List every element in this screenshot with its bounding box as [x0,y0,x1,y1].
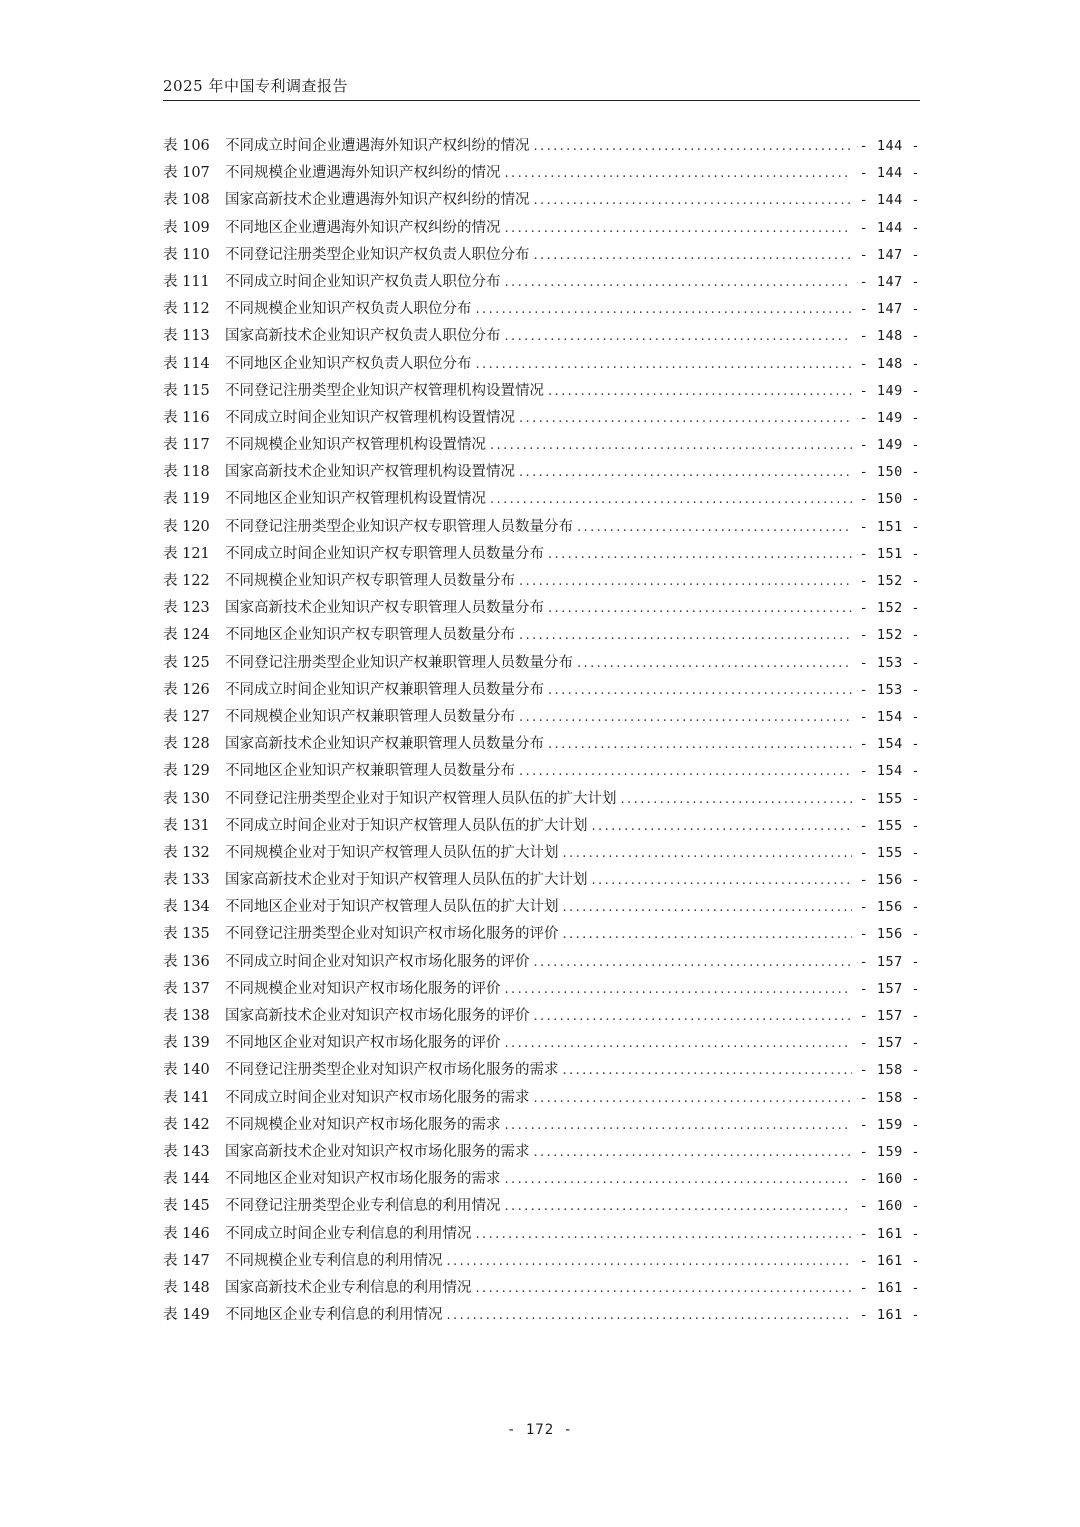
toc-entry-title: 国家高新技术企业知识产权兼职管理人员数量分布 [225,736,544,753]
toc-entry-label: 表 149 [163,1307,210,1324]
toc-entry-page: - 161 - [859,1307,920,1324]
toc-entry-label: 表 108 [163,192,210,209]
toc-entry-page: - 149 - [859,382,920,399]
toc-dot-leader [519,568,852,595]
toc-entry-page: - 154 - [859,708,920,725]
toc-dot-leader [577,514,852,541]
toc-entry[interactable] [163,1248,920,1275]
toc-entry-page: - 161 - [859,1252,920,1269]
toc-entry-title: 不同规模企业知识产权兼职管理人员数量分布 [225,708,515,725]
toc-entry-label: 表 131 [163,817,210,834]
toc-dot-leader [505,1112,852,1139]
toc-entry[interactable] [163,1166,920,1193]
toc-entry[interactable] [163,1139,920,1166]
toc-entry-title: 不同登记注册类型企业专利信息的利用情况 [225,1198,501,1215]
toc-entry[interactable] [163,296,920,323]
toc-dot-leader [534,1085,852,1112]
toc-entry-label: 表 118 [163,464,210,481]
toc-entry-title: 不同地区企业对知识产权市场化服务的需求 [225,1171,501,1188]
toc-entry-label: 表 146 [163,1225,210,1242]
toc-entry-title: 不同地区企业遭遇海外知识产权纠纷的情况 [225,219,501,236]
toc-entry-page: - 144 - [859,138,920,154]
toc-entry[interactable] [163,976,920,1003]
toc-dot-leader [534,187,852,214]
toc-dot-leader [519,459,852,486]
toc-entry[interactable] [163,514,920,541]
toc-entry[interactable] [163,677,920,704]
toc-entry-label: 表 144 [163,1171,210,1188]
toc-dot-leader [592,867,852,894]
toc-entry[interactable] [163,133,920,160]
toc-entry[interactable] [163,323,920,350]
toc-entry-title: 不同地区企业知识产权专职管理人员数量分布 [225,627,515,644]
toc-entry-label: 表 138 [163,1008,210,1024]
toc-entry-page: - 148 - [859,355,920,372]
page-header [163,76,920,101]
toc-entry[interactable] [163,622,920,649]
toc-dot-leader [534,1003,852,1030]
toc-entry-title: 国家高新技术企业对知识产权市场化服务的评价 [225,1008,530,1024]
toc-entry-label: 表 124 [163,627,210,644]
toc-entry-page: - 147 - [859,246,920,263]
toc-dot-leader [490,432,852,459]
toc-entry-page: - 161 - [859,1225,920,1242]
page-number: - 172 - [506,1422,573,1438]
toc-entry-label: 表 107 [163,165,210,182]
toc-entry-page: - 155 - [859,817,920,834]
toc-entry-page: - 152 - [859,627,920,644]
toc-entry-label: 表 129 [163,763,210,780]
toc-entry-title: 不同登记注册类型企业对知识产权市场化服务的需求 [225,1062,559,1079]
toc-entry-label: 表 114 [163,355,210,372]
toc-entry-label: 表 121 [163,545,210,562]
toc-entry-title: 不同规模企业知识产权管理机构设置情况 [225,437,486,454]
toc-dot-leader [505,976,852,1003]
toc-entry-title: 不同登记注册类型企业知识产权专职管理人员数量分布 [225,518,573,535]
toc-dot-leader [519,758,852,785]
toc-entry-title: 不同地区企业知识产权管理机构设置情况 [225,491,486,508]
toc-dot-leader [505,1166,852,1193]
toc-entry-page: - 153 - [859,654,920,671]
toc-entry-label: 表 140 [163,1062,210,1079]
toc-entry[interactable] [163,921,920,948]
toc-entry-page: - 150 - [859,464,920,481]
toc-entry-title: 不同规模企业对于知识产权管理人员队伍的扩大计划 [225,844,559,861]
toc-entry-title: 不同成立时间企业知识产权兼职管理人员数量分布 [225,681,544,698]
toc-entry-label: 表 112 [163,301,210,318]
toc-entry[interactable] [163,1057,920,1084]
toc-entry-title: 不同登记注册类型企业知识产权负责人职位分布 [225,246,530,263]
toc-entry-page: - 161 - [859,1279,920,1296]
toc-entry-page: - 144 - [859,219,920,236]
toc-dot-leader [505,215,852,242]
toc-entry-label: 表 128 [163,736,210,753]
toc-entry-title: 不同规模企业知识产权专职管理人员数量分布 [225,573,515,589]
toc-entry-page: - 144 - [859,192,920,209]
toc-dot-leader [505,269,852,296]
toc-entry-title: 国家高新技术企业遭遇海外知识产权纠纷的情况 [225,192,530,209]
toc-entry-page: - 144 - [859,165,920,182]
toc-dot-leader [592,813,852,840]
toc-entry-title: 不同地区企业对于知识产权管理人员队伍的扩大计划 [225,899,559,916]
toc-dot-leader [447,1302,852,1329]
toc-dot-leader [505,1030,852,1057]
toc-entry-label: 表 132 [163,844,210,861]
toc-entry-page: - 151 - [859,518,920,535]
toc-entry[interactable] [163,1275,920,1302]
toc-entry-page: - 147 - [859,301,920,318]
toc-entry-label: 表 109 [163,219,210,236]
toc-entry-page: - 157 - [859,1035,920,1052]
toc-entry[interactable] [163,215,920,242]
toc-entry-page: - 149 - [859,437,920,454]
toc-entry-title: 国家高新技术企业对知识产权市场化服务的需求 [225,1143,530,1160]
toc-entry-label: 表 125 [163,654,210,671]
toc-entry-label: 表 143 [163,1143,210,1160]
toc-entry-label: 表 133 [163,872,210,889]
toc-dot-leader [563,840,852,867]
toc-entry[interactable] [163,595,920,622]
toc-entry-title: 不同成立时间企业知识产权专职管理人员数量分布 [225,545,544,562]
toc-dot-leader [577,650,852,677]
toc-entry-title: 不同成立时间企业知识产权管理机构设置情况 [225,409,515,426]
toc-entry[interactable] [163,867,920,894]
toc-dot-leader [476,1275,852,1302]
toc-entry-page: - 154 - [859,736,920,753]
toc-entry-label: 表 134 [163,899,210,916]
toc-entry-page: - 157 - [859,953,920,970]
toc-entry-title: 不同地区企业知识产权兼职管理人员数量分布 [225,763,515,780]
toc-entry-label: 表 126 [163,681,210,698]
toc-entry-page: - 158 - [859,1062,920,1079]
toc-entry-page: - 156 - [859,872,920,889]
toc-entry[interactable] [163,187,920,214]
toc-entry-page: - 160 - [859,1171,920,1188]
toc-entry-title: 不同规模企业对知识产权市场化服务的评价 [225,980,501,997]
toc-entry-label: 表 122 [163,573,210,589]
toc-entry[interactable] [163,650,920,677]
toc-entry-title: 不同规模企业专利信息的利用情况 [225,1252,443,1269]
toc-entry[interactable] [163,541,920,568]
toc-entry-title: 不同成立时间企业对知识产权市场化服务的需求 [225,1089,530,1106]
toc-entry[interactable] [163,1193,920,1220]
toc-dot-leader [563,1057,852,1084]
toc-dot-leader [534,242,852,269]
toc-entry[interactable] [163,160,920,187]
toc-entry-title: 不同登记注册类型企业对于知识产权管理人员队伍的扩大计划 [225,790,617,807]
toc-entry-title: 不同成立时间企业对知识产权市场化服务的评价 [225,953,530,970]
toc-dot-leader [476,296,852,323]
toc-entry-label: 表 116 [163,409,210,426]
toc-entry-page: - 153 - [859,681,920,698]
toc-entry-title: 不同地区企业知识产权负责人职位分布 [225,355,472,372]
toc-entry[interactable] [163,704,920,731]
toc-entry-label: 表 145 [163,1198,210,1215]
toc-entry[interactable] [163,786,920,813]
toc-entry-title: 国家高新技术企业对于知识产权管理人员队伍的扩大计划 [225,872,588,889]
toc-entry-page: - 155 - [859,844,920,861]
toc-dot-leader [476,351,852,378]
toc-dot-leader [548,731,852,758]
toc-entry[interactable] [163,813,920,840]
toc-entry[interactable] [163,405,920,432]
toc-dot-leader [548,677,852,704]
toc-dot-leader [505,323,852,350]
toc-entry-title: 不同成立时间企业知识产权负责人职位分布 [225,273,501,290]
toc-entry-label: 表 142 [163,1116,210,1133]
toc-entry-page: - 149 - [859,409,920,426]
toc-dot-leader [519,405,852,432]
toc-entry-page: - 157 - [859,1008,920,1024]
toc-entry[interactable] [163,949,920,976]
toc-entry[interactable] [163,378,920,405]
toc-entry-title: 不同登记注册类型企业知识产权管理机构设置情况 [225,382,544,399]
toc-entry-label: 表 117 [163,437,210,454]
toc-entry-page: - 152 - [859,600,920,617]
toc-entry-label: 表 136 [163,953,210,970]
toc-dot-leader [563,894,852,921]
toc-entry-label: 表 147 [163,1252,210,1269]
toc-entry[interactable] [163,758,920,785]
toc-dot-leader [534,1139,852,1166]
toc-dot-leader [534,133,852,160]
toc-entry-page: - 152 - [859,573,920,589]
toc-entry-title: 国家高新技术企业专利信息的利用情况 [225,1279,472,1296]
toc-entry-page: - 151 - [859,545,920,562]
toc-dot-leader [519,622,852,649]
toc-entry[interactable] [163,432,920,459]
toc-entry-page: - 157 - [859,980,920,997]
toc-entry-label: 表 113 [163,328,210,345]
toc-entry-title: 不同地区企业对知识产权市场化服务的评价 [225,1035,501,1052]
toc-entry-label: 表 135 [163,926,210,943]
toc-entry[interactable] [163,840,920,867]
toc-entry-title: 不同规模企业对知识产权市场化服务的需求 [225,1116,501,1133]
toc-entry[interactable] [163,1030,920,1057]
toc-entry-label: 表 137 [163,980,210,997]
toc-entry-title: 不同规模企业遭遇海外知识产权纠纷的情况 [225,165,501,182]
toc-entry-page: - 158 - [859,1089,920,1106]
toc-entry-label: 表 120 [163,518,210,535]
toc-entry-label: 表 111 [163,273,210,290]
toc-entry-title: 不同登记注册类型企业对知识产权市场化服务的评价 [225,926,559,943]
toc-dot-leader [621,786,852,813]
table-of-contents [163,133,920,1329]
toc-entry-label: 表 123 [163,600,210,617]
toc-entry-title: 不同成立时间企业对于知识产权管理人员队伍的扩大计划 [225,817,588,834]
toc-dot-leader [548,378,852,405]
toc-entry-page: - 155 - [859,790,920,807]
toc-dot-leader [505,160,852,187]
toc-entry[interactable] [163,1085,920,1112]
toc-entry-page: - 159 - [859,1143,920,1160]
toc-entry[interactable] [163,459,920,486]
toc-entry-label: 表 106 [163,138,210,154]
toc-entry[interactable] [163,1302,920,1329]
toc-dot-leader [548,595,852,622]
toc-entry[interactable] [163,1221,920,1248]
toc-entry-label: 表 130 [163,790,210,807]
toc-entry-title: 国家高新技术企业知识产权负责人职位分布 [225,328,501,345]
toc-entry-page: - 147 - [859,273,920,290]
toc-entry-title: 不同成立时间企业专利信息的利用情况 [225,1225,472,1242]
toc-entry[interactable] [163,242,920,269]
toc-entry-title: 国家高新技术企业知识产权专职管理人员数量分布 [225,600,544,617]
toc-dot-leader [447,1248,852,1275]
toc-entry[interactable] [163,486,920,513]
toc-entry-label: 表 115 [163,382,210,399]
report-title: 2025 年中国专利调查报告 [163,77,348,95]
toc-entry-page: - 156 - [859,926,920,943]
toc-dot-leader [548,541,852,568]
toc-entry[interactable] [163,568,920,595]
toc-entry-page: - 159 - [859,1116,920,1133]
toc-entry-title: 不同登记注册类型企业知识产权兼职管理人员数量分布 [225,654,573,671]
toc-entry-title: 不同地区企业专利信息的利用情况 [225,1307,443,1324]
toc-dot-leader [519,704,852,731]
toc-entry-page: - 156 - [859,899,920,916]
toc-entry-label: 表 110 [163,246,210,263]
toc-entry-label: 表 141 [163,1089,210,1106]
toc-entry-title: 不同成立时间企业遭遇海外知识产权纠纷的情况 [225,138,530,154]
toc-dot-leader [505,1193,852,1220]
toc-entry-page: - 154 - [859,763,920,780]
toc-entry-page: - 160 - [859,1198,920,1215]
toc-dot-leader [563,921,852,948]
toc-entry[interactable] [163,351,920,378]
toc-entry[interactable] [163,894,920,921]
toc-entry[interactable] [163,731,920,758]
toc-entry-label: 表 139 [163,1035,210,1052]
toc-entry-page: - 150 - [859,491,920,508]
toc-entry[interactable] [163,269,920,296]
toc-entry-label: 表 119 [163,491,210,508]
toc-entry-title: 国家高新技术企业知识产权管理机构设置情况 [225,464,515,481]
toc-entry[interactable] [163,1003,920,1030]
toc-entry-title: 不同规模企业知识产权负责人职位分布 [225,301,472,318]
toc-dot-leader [534,949,852,976]
toc-dot-leader [490,486,852,513]
toc-entry-label: 表 148 [163,1279,210,1296]
toc-entry-label: 表 127 [163,708,210,725]
toc-dot-leader [476,1221,852,1248]
toc-entry-page: - 148 - [859,328,920,345]
toc-entry[interactable] [163,1112,920,1139]
